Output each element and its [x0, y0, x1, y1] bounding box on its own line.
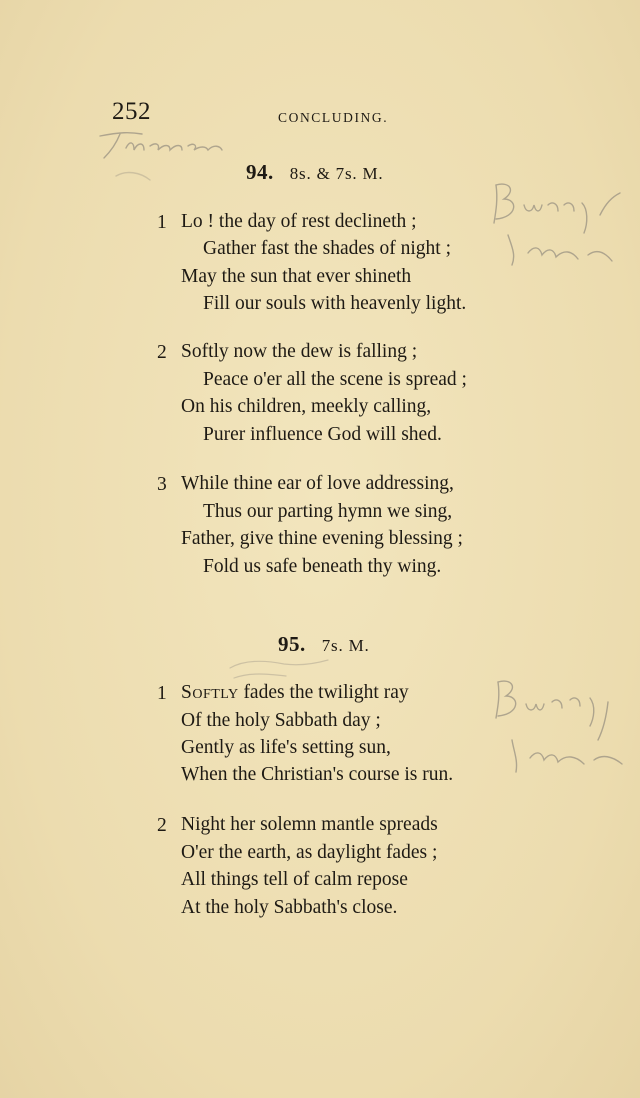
- verse-number: 2: [157, 815, 167, 836]
- verse-line: Fill our souls with heavenly light.: [203, 293, 467, 314]
- verse-line: When the Christian's course is run.: [181, 764, 454, 785]
- verse-number: 2: [157, 342, 167, 363]
- first-line-rest: fades the twilight ray: [238, 682, 409, 703]
- verse-line: Purer influence God will shed.: [203, 424, 442, 445]
- verse-line: Fold us safe beneath thy wing.: [203, 556, 442, 577]
- verse-line: Gather fast the shades of night ;: [203, 238, 452, 259]
- hymn-meter: 7s. M.: [321, 636, 370, 655]
- verse-number: 1: [157, 683, 167, 704]
- verse-line: Night her solemn mantle spreads: [181, 814, 438, 835]
- verse-line: Peace o'er all the scene is spread ;: [203, 369, 467, 390]
- verse-line: On his children, meekly calling,: [181, 396, 432, 417]
- hymn-meter: 8s. & 7s. M.: [289, 164, 384, 183]
- verse-line: While thine ear of love addressing,: [181, 473, 454, 494]
- verse-line: Of the holy Sabbath day ;: [181, 710, 381, 731]
- page-number: 252: [112, 98, 151, 125]
- verse-line: Thus our parting hymn we sing,: [203, 501, 453, 522]
- running-head: CONCLUDING.: [278, 110, 389, 125]
- hymn-number: 95.: [278, 632, 306, 656]
- hymn-heading-94: [246, 160, 383, 185]
- pencil-annotation-right-95: [490, 668, 640, 778]
- verse-number: 3: [157, 474, 167, 495]
- verse-line: All things tell of calm repose: [181, 869, 408, 890]
- verse-line: Softly now the dew is falling ;: [181, 341, 418, 362]
- hymn-number: 94.: [246, 160, 274, 184]
- hymn-heading-95: [278, 632, 370, 657]
- verse-line: At the holy Sabbath's close.: [181, 897, 398, 918]
- first-word-small-caps: Softly: [181, 682, 239, 703]
- verse-line: May the sun that ever shineth: [181, 266, 412, 287]
- verse-line-first: [181, 683, 409, 703]
- pencil-annotation-top-left: [90, 128, 240, 198]
- pencil-annotation-right-94: [488, 175, 640, 295]
- verse-number: 1: [157, 212, 167, 233]
- verse-line: Father, give thine evening blessing ;: [181, 528, 463, 549]
- verse-line: Lo ! the day of rest declineth ;: [181, 211, 417, 232]
- verse-line: Gently as life's setting sun,: [181, 737, 391, 758]
- verse-line: O'er the earth, as daylight fades ;: [181, 842, 438, 863]
